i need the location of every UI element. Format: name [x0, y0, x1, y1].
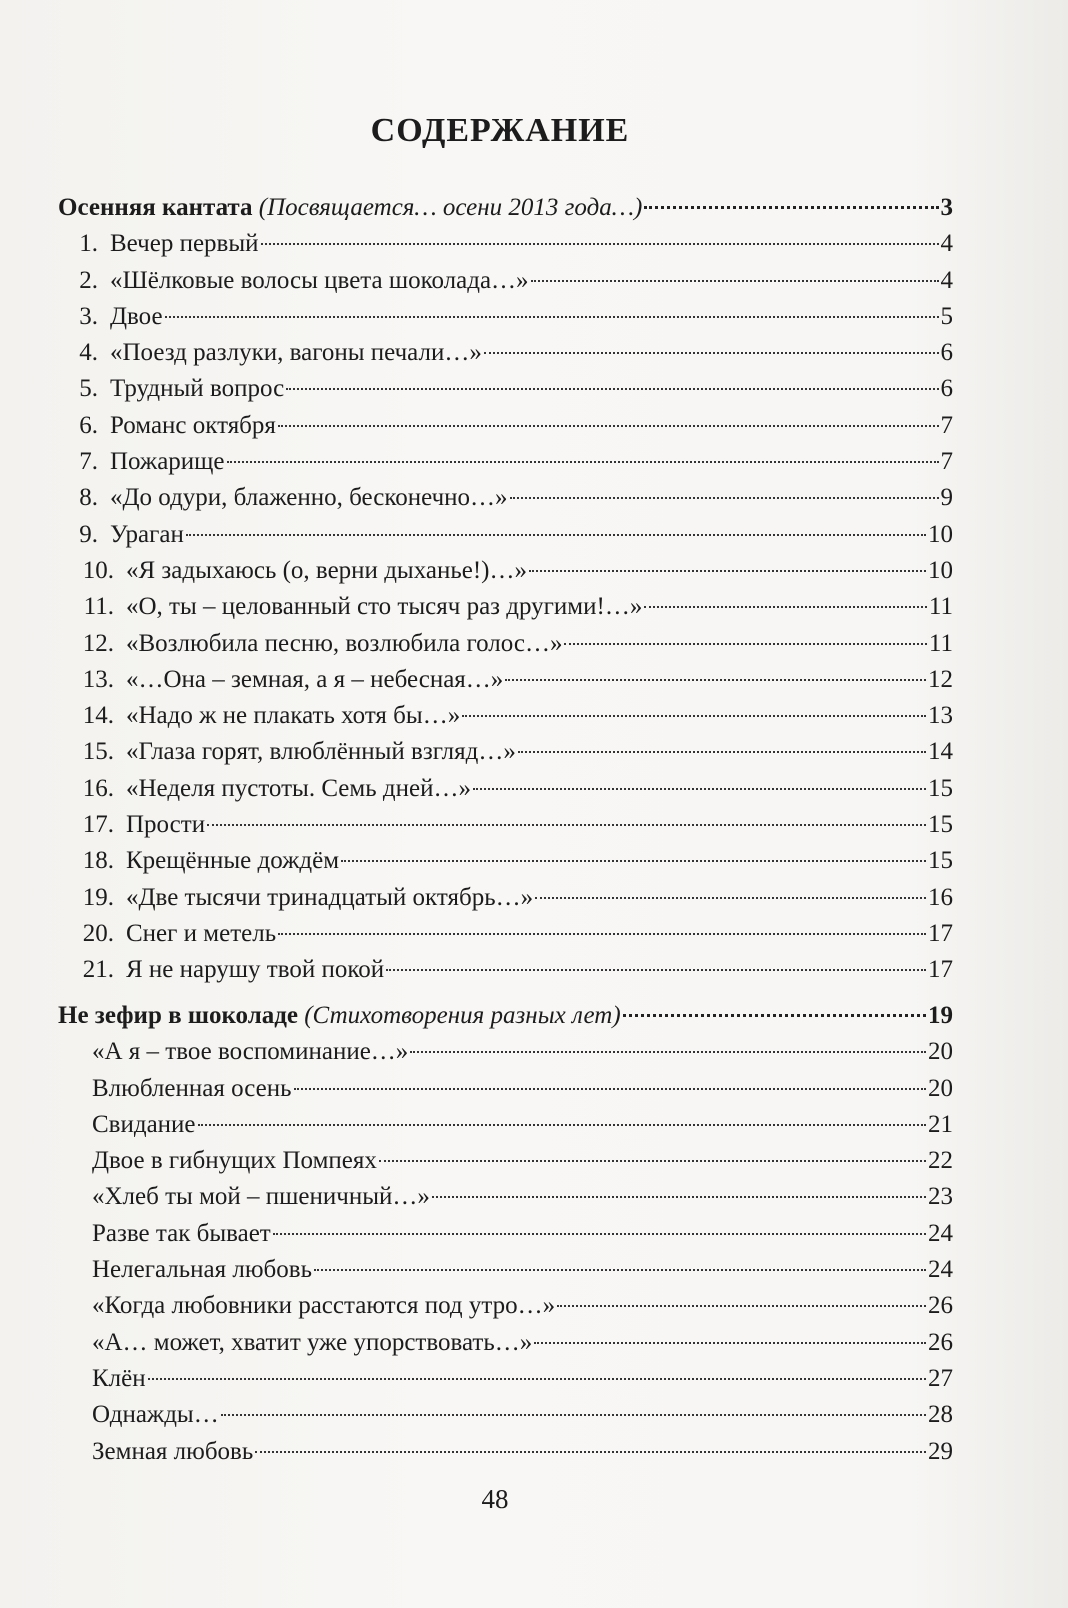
entry-page: 21 — [928, 1110, 953, 1138]
toc-entry — [58, 1325, 953, 1361]
toc-entry — [58, 553, 953, 589]
entry-page: 10 — [928, 520, 953, 548]
toc-entry — [58, 480, 953, 516]
toc-entry — [58, 952, 953, 988]
leader-dots — [534, 1342, 926, 1344]
toc-entry — [58, 1216, 953, 1252]
toc-entry — [58, 1252, 953, 1288]
entry-title: «Когда любовники расстаются под утро…» — [92, 1292, 556, 1320]
leader-dots — [207, 824, 926, 826]
leader-dots — [644, 206, 938, 209]
entry-title: «Хлеб ты мой – пшеничный…» — [92, 1183, 430, 1211]
toc-entry — [58, 408, 953, 444]
entry-title: Клён — [92, 1364, 146, 1392]
entry-page: 29 — [928, 1437, 953, 1465]
leader-dots — [255, 1451, 926, 1453]
entry-title: Разве так бывает — [92, 1219, 271, 1247]
toc-entry — [58, 444, 953, 480]
entry-page: 7 — [940, 448, 953, 476]
entry-title: Трудный вопрос — [110, 375, 285, 403]
leader-dots — [531, 280, 939, 282]
toc-entry — [58, 1397, 953, 1433]
entry-page: 20 — [928, 1038, 953, 1066]
entry-title: Снег и метель — [126, 919, 277, 947]
entry-page: 15 — [928, 811, 953, 839]
leader-dots — [644, 606, 927, 608]
leader-dots — [278, 425, 939, 427]
entry-title: «Возлюбила песню, возлюбила голос…» — [126, 629, 563, 657]
entry-number: 19. — [82, 883, 114, 911]
entry-number: 17. — [82, 811, 114, 839]
entry-page: 27 — [928, 1364, 953, 1392]
leader-dots — [529, 570, 926, 572]
leader-dots — [286, 388, 938, 390]
entry-number: 5. — [79, 375, 98, 403]
entry-title: Я не нарушу твой покой — [126, 956, 385, 984]
leader-dots — [410, 1051, 926, 1053]
toc-entry — [58, 880, 953, 916]
entry-number: 7. — [79, 448, 98, 476]
entry-title: «А я – твое воспоминание…» — [92, 1038, 409, 1066]
entry-title: Крещённые дождём — [126, 847, 340, 875]
section-1-heading — [58, 190, 953, 226]
entry-page: 9 — [940, 484, 953, 512]
leader-dots — [623, 1014, 926, 1017]
entry-page: 22 — [928, 1147, 953, 1175]
entry-title: Двое — [110, 302, 163, 330]
leader-dots — [484, 352, 939, 354]
section-1-subtitle: (Посвящается… осени 2013 года…) — [258, 194, 643, 221]
entry-page: 6 — [940, 375, 953, 403]
entry-page: 15 — [928, 847, 953, 875]
toc-section-2 — [58, 998, 953, 1470]
leader-dots — [473, 788, 926, 790]
entry-title: Романс октября — [110, 411, 276, 439]
entry-page: 6 — [940, 339, 953, 367]
entry-page: 4 — [940, 230, 953, 258]
toc-entry — [58, 226, 953, 262]
entry-number: 11. — [83, 593, 114, 621]
entry-page: 16 — [928, 883, 953, 911]
entry-page: 13 — [928, 702, 953, 730]
entry-title: «А… может, хватит уже упорствовать…» — [92, 1328, 533, 1356]
entry-number: 14. — [82, 702, 114, 730]
entry-page: 10 — [928, 556, 953, 584]
toc-entry — [58, 589, 953, 625]
section-2-title: Не зефир в шоколаде — [58, 1002, 298, 1029]
entry-title: Влюбленная осень — [92, 1074, 292, 1102]
entry-title: «Надо ж не плакать хотя бы…» — [126, 702, 461, 730]
leader-dots — [227, 461, 939, 463]
entry-number: 6. — [79, 411, 98, 439]
leader-dots — [535, 897, 926, 899]
toc-entry — [58, 299, 953, 335]
entry-title: «Я задыхаюсь (о, верни дыханье!)…» — [126, 556, 528, 584]
toc-section-1 — [58, 190, 953, 989]
entry-title: Двое в гибнущих Помпеях — [92, 1147, 377, 1175]
entry-page: 11 — [928, 629, 953, 657]
leader-dots — [386, 969, 926, 971]
leader-dots — [518, 751, 926, 753]
toc-entry — [58, 1361, 953, 1397]
toc-entry — [58, 807, 953, 843]
toc-entry — [58, 517, 953, 553]
entry-page: 17 — [928, 919, 953, 947]
entry-title: Нелегальная любовь — [92, 1256, 312, 1284]
leader-dots — [294, 1088, 927, 1090]
toc-entry — [58, 916, 953, 952]
toc-entry — [58, 1071, 953, 1107]
toc-entry — [58, 263, 953, 299]
toc-entry — [58, 698, 953, 734]
section-2-page: 19 — [928, 1002, 953, 1029]
leader-dots — [314, 1269, 926, 1271]
toc-entry — [58, 626, 953, 662]
entry-number: 9. — [79, 520, 98, 548]
entry-number: 1. — [79, 230, 98, 258]
entry-page: 4 — [940, 266, 953, 294]
section-1-page: 3 — [940, 194, 953, 221]
leader-dots — [379, 1160, 926, 1162]
entry-page: 17 — [928, 956, 953, 984]
entry-page: 15 — [928, 774, 953, 802]
entry-title: «Неделя пустоты. Семь дней…» — [126, 774, 471, 802]
leader-dots — [278, 933, 926, 935]
leader-dots — [186, 534, 926, 536]
toc-entry — [58, 1288, 953, 1324]
entry-title: Свидание — [92, 1110, 196, 1138]
leader-dots — [341, 860, 926, 862]
entry-title: Прости — [126, 811, 206, 839]
entry-title: Ураган — [110, 520, 184, 548]
entry-title: «До одури, блаженно, бесконечно…» — [110, 484, 508, 512]
entry-title: «Глаза горят, влюблённый взгляд…» — [126, 738, 516, 766]
toc-entry — [58, 1143, 953, 1179]
entry-title: «…Она – земная, а я – небесная…» — [126, 665, 504, 693]
entry-number: 8. — [79, 484, 98, 512]
section-2-subtitle: (Стихотворения разных лет) — [304, 1002, 621, 1029]
toc-entry — [58, 371, 953, 407]
entry-page: 24 — [928, 1256, 953, 1284]
entry-number: 4. — [79, 339, 98, 367]
entry-page: 28 — [928, 1401, 953, 1429]
entry-page: 26 — [928, 1292, 953, 1320]
entry-page: 11 — [928, 593, 953, 621]
leader-dots — [273, 1233, 926, 1235]
section-1-title: Осенняя кантата — [58, 194, 253, 221]
entry-page: 7 — [940, 411, 953, 439]
page-title: СОДЕРЖАНИЕ — [370, 112, 630, 149]
entry-title: «Две тысячи тринадцатый октябрь…» — [126, 883, 534, 911]
toc-entry — [58, 1179, 953, 1215]
toc-entry — [58, 1107, 953, 1143]
leader-dots — [505, 679, 926, 681]
entry-number: 3. — [79, 302, 98, 330]
leader-dots — [221, 1414, 926, 1416]
entry-title: Однажды… — [92, 1401, 219, 1429]
entry-title: «Шёлковые волосы цвета шоколада…» — [110, 266, 529, 294]
toc-entry — [58, 734, 953, 770]
entry-number: 12. — [82, 629, 114, 657]
leader-dots — [462, 715, 926, 717]
entry-number: 18. — [82, 847, 114, 875]
leader-dots — [165, 316, 939, 318]
entry-number: 20. — [82, 919, 114, 947]
leader-dots — [148, 1378, 926, 1380]
leader-dots — [432, 1196, 926, 1198]
page-number: 48 — [481, 1484, 509, 1514]
entry-title: «Поезд разлуки, вагоны печали…» — [110, 339, 482, 367]
entry-number: 15. — [82, 738, 114, 766]
leader-dots — [557, 1305, 926, 1307]
toc-entry — [58, 843, 953, 879]
entry-title: Земная любовь — [92, 1437, 254, 1465]
leader-dots — [261, 243, 939, 245]
entry-number: 16. — [82, 774, 114, 802]
toc-entry — [58, 662, 953, 698]
toc-entry — [58, 1034, 953, 1070]
entry-page: 26 — [928, 1328, 953, 1356]
entry-page: 5 — [940, 302, 953, 330]
entry-number: 21. — [82, 956, 114, 984]
entry-page: 24 — [928, 1219, 953, 1247]
entry-page: 14 — [928, 738, 953, 766]
toc-entry — [58, 771, 953, 807]
entry-title: Пожарище — [110, 448, 225, 476]
entry-page: 12 — [928, 665, 953, 693]
entry-page: 23 — [928, 1183, 953, 1211]
toc-entry — [58, 335, 953, 371]
entry-number: 2. — [79, 266, 98, 294]
entry-title: «О, ты – целованный сто тысяч раз другими!…» — [126, 593, 643, 621]
entry-page: 20 — [928, 1074, 953, 1102]
entry-number: 10. — [82, 556, 114, 584]
leader-dots — [198, 1124, 926, 1126]
toc-entry — [58, 1434, 953, 1470]
entry-number: 13. — [82, 665, 114, 693]
section-2-heading — [58, 998, 953, 1034]
section-2-items — [58, 1034, 953, 1470]
leader-dots — [510, 497, 939, 499]
entry-title: Вечер первый — [110, 230, 259, 258]
leader-dots — [564, 643, 926, 645]
section-1-items — [58, 226, 953, 988]
